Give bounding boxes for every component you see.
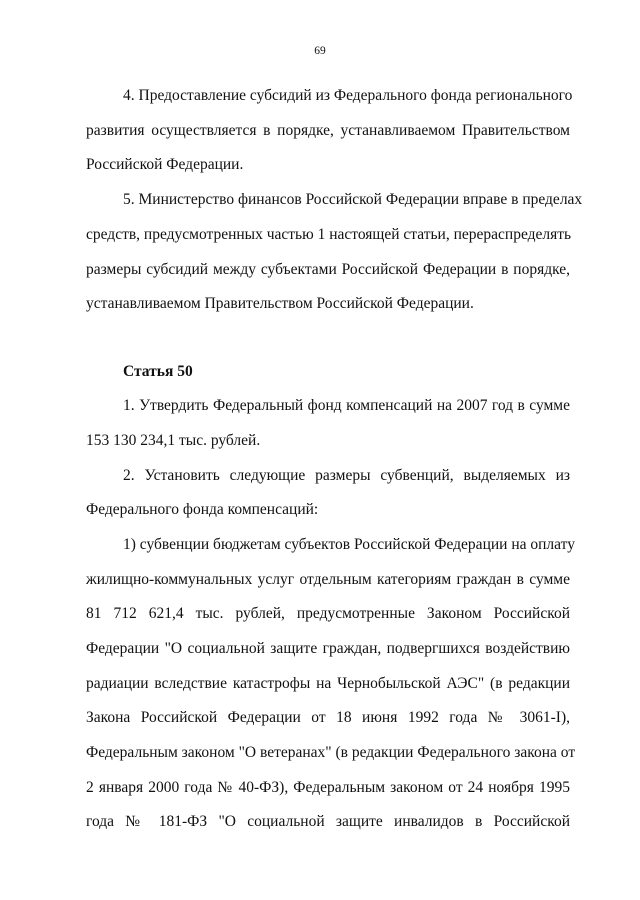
paragraph-4-line-1: 4. Предоставление субсидий из Федерального фонда регионального (123, 87, 573, 104)
paragraph-5-line-1: 5. Министерство финансов Российской Федерации вправе в пределах (123, 191, 583, 208)
page-number: 69 (314, 45, 326, 57)
article-item-1-line-1: 1. Утвердить Федеральный фонд компенсаций на 2007 год в сумме (123, 397, 570, 414)
subitem-1-line-1: 1) субвенции бюджетам субъектов Российской Федерации на оплату (123, 536, 575, 553)
subitem-1-line-6: Закона Российской Федерации от 18 июня 1992 года № 3061-I), (86, 709, 570, 726)
subitem-1-line-9: года № 181-ФЗ "О социальной защите инвалидов в Российской (86, 813, 570, 830)
subitem-1-line-3: 81 712 621,4 тыс. рублей, предусмотренные Законом Российской (86, 605, 570, 622)
paragraph-5-line-3: размеры субсидий между субъектами Российской Федерации в порядке, (86, 261, 570, 278)
article-item-1-line-2: 153 130 234,1 тыс. рублей. (86, 432, 261, 449)
subitem-1-line-5: радиации вследствие катастрофы на Чернобыльской АЭС" (в редакции (86, 675, 570, 692)
subitem-1-line-8: 2 января 2000 года № 40-ФЗ), Федеральным законом от 24 ноября 1995 (86, 779, 570, 796)
paragraph-4-line-3: Российской Федерации. (86, 156, 244, 173)
article-item-2-line-2: Федерального фонда компенсаций: (86, 501, 319, 518)
subitem-1-line-7: Федеральным законом "О ветеранах" (в редакции Федерального закона от (86, 744, 576, 761)
paragraph-5-line-4: устанавливаемом Правительством Российской Федерации. (86, 295, 474, 312)
paragraph-4-line-2: развития осуществляется в порядке, устанавливаемом Правительством (86, 122, 570, 139)
subitem-1-line-4: Федерации "О социальной защите граждан, подвергшихся воздействию (86, 640, 570, 657)
article-heading: Статья 50 (123, 363, 193, 380)
subitem-1-line-2: жилищно-коммунальных услуг отдельным категориям граждан в сумме (86, 571, 570, 588)
article-item-2-line-1: 2. Установить следующие размеры субвенций, выделяемых из (123, 467, 570, 484)
paragraph-5-line-2: средств, предусмотренных частью 1 настоящей статьи, перераспределять (86, 226, 572, 243)
